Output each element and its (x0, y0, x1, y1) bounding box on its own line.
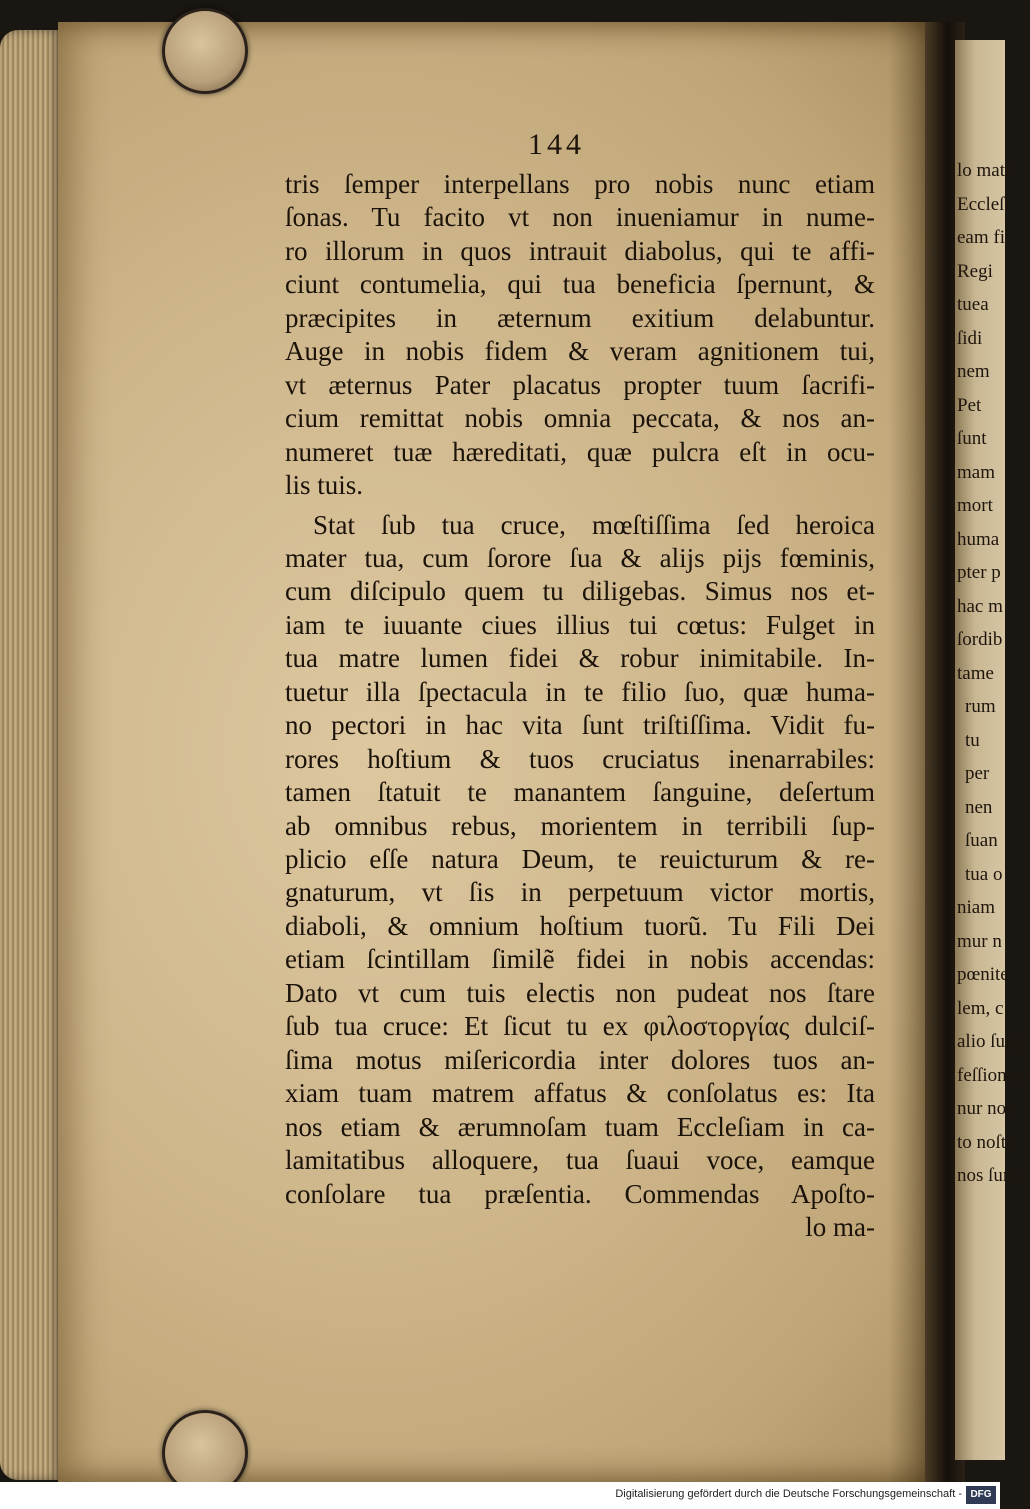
text-line: lis tuis. (285, 470, 364, 501)
text-line: lamitatibus alloquere, tua ſuaui voce, eamque (285, 1145, 875, 1176)
text-line: cium remittat nobis omnia peccata, & nos an- (285, 403, 875, 434)
text-line: ciunt contumelia, qui tua beneficia ſpernunt, & (285, 269, 875, 300)
facing-fragment: nos ſumu (957, 1165, 1028, 1186)
facing-fragment: nur nos (957, 1098, 1014, 1119)
facing-fragment: mam (957, 461, 995, 483)
facing-fragment: to noſtri (957, 1131, 1018, 1153)
facing-fragment: niam (957, 897, 995, 918)
facing-fragment: tuea (957, 294, 989, 315)
facing-fragment: Regi (957, 260, 993, 282)
page-edge-stack (0, 30, 62, 1480)
text-line: etiam ſcintillam ſimilẽ fidei in nobis accendas: (285, 944, 875, 975)
facing-fragment: tua o (965, 863, 1003, 885)
facing-fragment: mort (957, 495, 993, 516)
facing-fragment: per (965, 763, 990, 784)
facing-fragment: ſunt (957, 428, 987, 449)
text-line: plicio eſſe natura Deum, te reuicturum & re- (285, 844, 875, 874)
facing-fragment: mur n (957, 930, 1002, 952)
dfg-logo: DFG (966, 1486, 996, 1504)
clasp-top-icon (162, 8, 248, 94)
text-line: nos etiam & ærumnoſam tuam Eccleſiam in ca- (285, 1111, 875, 1142)
facing-fragment: ſordib (957, 629, 1003, 650)
text-line: conſolare tua præſentia. Commendas Apoſto- (285, 1178, 875, 1209)
text-line: mater tua, cum ſorore ſua & alijs pijs fœminis, (285, 542, 875, 573)
facing-fragment: Eccleſi (957, 193, 1010, 215)
text-line: numeret tuæ hæreditati, quæ pulcra eſt in ocu- (285, 436, 875, 467)
text-line: Auge in nobis fidem & veram agnitionem tui, (285, 336, 875, 367)
text-line: tamen ſtatuit te manantem ſanguine, deſertum (285, 777, 875, 808)
facing-fragment: ſuan (965, 830, 998, 851)
facing-fragment: Pet (957, 394, 982, 416)
facing-fragment: rum (965, 696, 996, 717)
facing-fragment: alio ſugg (957, 1031, 1025, 1052)
text-line: præcipites in æternum exitium delabuntur. (285, 302, 875, 333)
text-line: no pectori in hac vita ſunt triſtiſſima. Vidit fu- (285, 710, 875, 741)
text-line: tuetur illa ſpectacula in te filio ſuo, quæ huma- (285, 676, 875, 707)
text-line: cum diſcipulo quem tu diligebas. Simus nos et- (285, 576, 875, 607)
text-line: Stat ſub tua cruce, mœſtiſſima ſed heroica (313, 509, 875, 540)
text-line: tris ſemper interpellans pro nobis nunc etiam (285, 169, 875, 199)
facing-fragment: lo matr (957, 160, 1012, 181)
facing-fragment: nem (957, 361, 990, 382)
facing-fragment: feſſionem (957, 1064, 1030, 1086)
text-line: Dato vt cum tuis electis non pudeat nos ſtare (285, 977, 875, 1008)
text-line: iam te iuuante ciues illius tui cœtus: Fulget in (285, 609, 875, 640)
text-line: gnaturum, vt ſis in perpetuum victor mortis, (285, 877, 875, 908)
facing-fragment: pter p (957, 562, 1001, 583)
facing-fragment: huma (957, 528, 1000, 550)
facing-fragment: lem, c (957, 997, 1004, 1019)
facing-fragment: nen (965, 796, 993, 818)
text-line: ſima motus miſericordia inter dolores tuos an- (285, 1044, 875, 1075)
text-line: diaboli, & omnium hoſtium tuorũ. Tu Fili Dei (285, 910, 875, 941)
text-line: xiam tuam matrem affatus & conſolatus es: Ita (285, 1078, 875, 1109)
text-line: ſonas. Tu facito vt non inueniamur in nume- (285, 202, 875, 233)
text-line: ab omnibus rebus, morientem in terribili ſup- (285, 810, 875, 841)
text-line: vt æternus Pater placatus propter tuum ſacrifi- (285, 369, 875, 400)
page-number: 144 (528, 128, 585, 161)
text-line: ſub tua cruce: Et ſicut tu ex φιλοστοργίας dulciſ- (285, 1011, 875, 1042)
facing-fragment: pœnite (957, 964, 1009, 985)
facing-fragment: tu (965, 729, 980, 751)
text-line: rores hoſtium & tuos cruciatus inenarrabiles: (285, 743, 875, 774)
footer (0, 1482, 1000, 1509)
text-line: tua matre lumen fidei & robur inimitabile. In- (285, 643, 875, 674)
catchword: lo ma- (805, 1211, 875, 1242)
facing-fragment: ſidi (957, 327, 983, 349)
facing-fragment: eam fi (957, 227, 1006, 248)
facing-fragment: tame (957, 662, 994, 684)
text-line: ro illorum in quos intrauit diabolus, qui te affi- (285, 235, 875, 266)
facing-fragment: hac m (957, 595, 1003, 617)
footer-credit: Digitalisierung gefördert durch die Deutsche Forschungsgemeinschaft - (615, 1488, 962, 1500)
